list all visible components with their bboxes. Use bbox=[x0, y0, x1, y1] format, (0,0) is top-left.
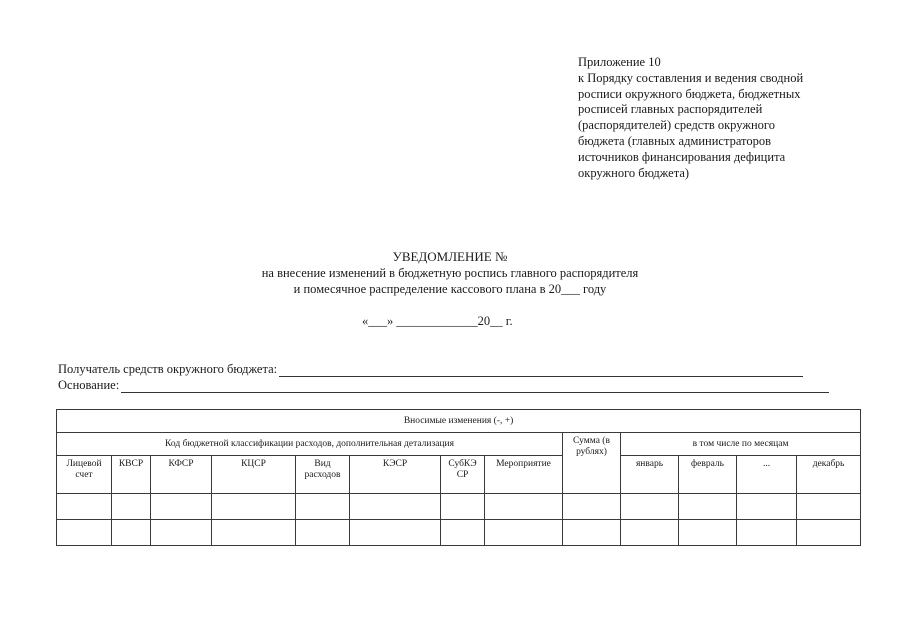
basis-label: Основание: bbox=[58, 378, 120, 392]
recipient-field bbox=[58, 362, 803, 377]
appendix-line: Приложение 10 bbox=[578, 55, 661, 69]
table-cell[interactable] bbox=[112, 494, 151, 520]
table-cell[interactable] bbox=[57, 520, 112, 546]
table-cell[interactable] bbox=[296, 520, 350, 546]
table-cell[interactable] bbox=[621, 494, 679, 520]
header-changes: Вносимые изменения (-, +) bbox=[57, 410, 861, 433]
table-cell[interactable] bbox=[212, 494, 296, 520]
appendix-block bbox=[578, 55, 848, 181]
column-header: Вид расходов bbox=[296, 456, 350, 494]
table-cell[interactable] bbox=[350, 494, 441, 520]
table-cell[interactable] bbox=[621, 520, 679, 546]
table-row bbox=[57, 494, 861, 520]
basis-fill-line[interactable] bbox=[121, 392, 829, 393]
table-cell[interactable] bbox=[441, 520, 485, 546]
month-header: январь bbox=[621, 456, 679, 494]
table-cell[interactable] bbox=[797, 520, 861, 546]
notice-title bbox=[140, 249, 760, 297]
month-header: ... bbox=[737, 456, 797, 494]
table-cell[interactable] bbox=[737, 520, 797, 546]
column-header: Лицевой счет bbox=[57, 456, 112, 494]
table-cell[interactable] bbox=[737, 494, 797, 520]
month-header: декабрь bbox=[797, 456, 861, 494]
table-cell[interactable] bbox=[151, 520, 212, 546]
notice-subtitle-2: и помесячное распределение кассового плана в 20___ году bbox=[293, 282, 607, 296]
column-header: Мероприятие bbox=[485, 456, 563, 494]
table-cell[interactable] bbox=[57, 494, 112, 520]
column-header: КЦСР bbox=[212, 456, 296, 494]
appendix-line: к Порядку составления и ведения сводной bbox=[578, 70, 804, 85]
appendix-line: окружного бюджета) bbox=[578, 165, 690, 180]
date-line: «___» _____________20__ г. bbox=[362, 314, 513, 328]
table-cell[interactable] bbox=[485, 520, 563, 546]
recipient-fill-line[interactable] bbox=[279, 376, 803, 377]
recipient-label: Получатель средств окружного бюджета: bbox=[58, 362, 278, 376]
table-cell[interactable] bbox=[212, 520, 296, 546]
month-header: февраль bbox=[679, 456, 737, 494]
column-header: КФСР bbox=[151, 456, 212, 494]
appendix-line: (распорядителей) средств окружного bbox=[578, 118, 775, 133]
table-cell[interactable] bbox=[563, 520, 621, 546]
appendix-line: бюджета (главных администраторов bbox=[578, 133, 772, 148]
table-cell[interactable] bbox=[797, 494, 861, 520]
table-cell[interactable] bbox=[441, 494, 485, 520]
table-cell[interactable] bbox=[151, 494, 212, 520]
table-cell[interactable] bbox=[679, 520, 737, 546]
notice-heading: УВЕДОМЛЕНИЕ № bbox=[392, 249, 508, 264]
header-code: Код бюджетной классификации расходов, дополнительная детализация bbox=[57, 433, 563, 456]
header-months: в том числе по месяцам bbox=[621, 433, 861, 456]
appendix-line: росписей главных распорядителей bbox=[578, 102, 763, 117]
table-cell[interactable] bbox=[563, 494, 621, 520]
changes-table bbox=[56, 409, 861, 546]
table-cell[interactable] bbox=[485, 494, 563, 520]
table-cell[interactable] bbox=[679, 494, 737, 520]
appendix-line: росписи окружного бюджета, бюджетных bbox=[578, 86, 801, 101]
notice-subtitle-1: на внесение изменений в бюджетную роспись главного распорядителя bbox=[261, 266, 639, 280]
column-header: КВСР bbox=[112, 456, 151, 494]
table-cell[interactable] bbox=[350, 520, 441, 546]
table-row bbox=[57, 520, 861, 546]
table-cell[interactable] bbox=[112, 520, 151, 546]
column-header: СубКЭ СР bbox=[441, 456, 485, 494]
table-cell[interactable] bbox=[296, 494, 350, 520]
basis-field bbox=[58, 378, 829, 393]
column-header: КЭСР bbox=[350, 456, 441, 494]
appendix-line: источников финансирования дефицита bbox=[578, 149, 786, 164]
header-sum: Сумма (в рублях) bbox=[563, 433, 621, 494]
